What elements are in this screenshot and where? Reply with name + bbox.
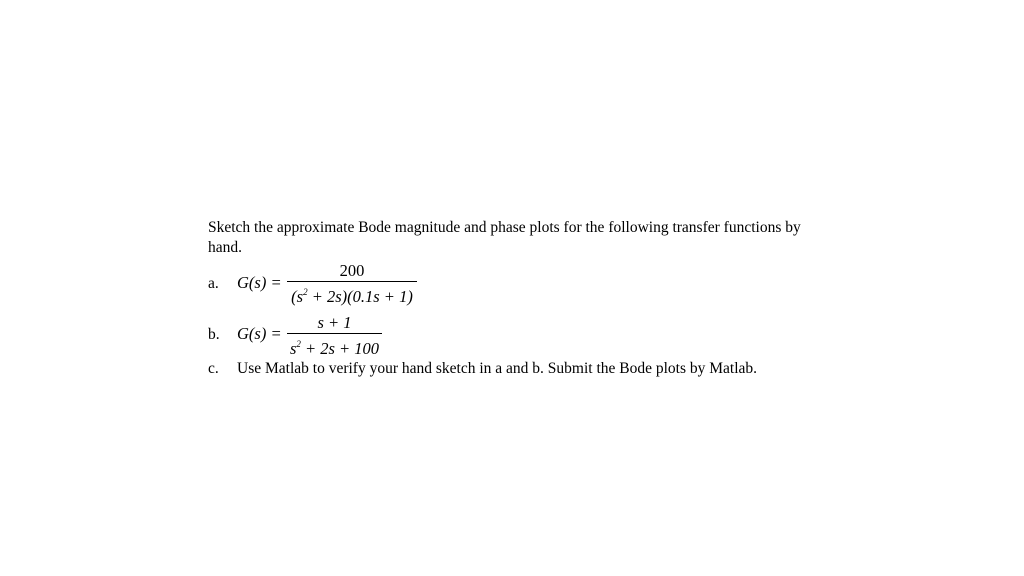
item-b-fraction — [287, 314, 382, 358]
fraction-bar — [287, 281, 417, 282]
item-a-label: a. — [208, 275, 219, 292]
item-a-numerator: 200 — [339, 261, 365, 280]
intro-line-1: Sketch the approximate Bode magnitude and phase plots for the following transfer functions by — [208, 219, 801, 236]
item-a-fraction — [287, 262, 417, 306]
fraction-bar — [287, 333, 382, 334]
item-b-numerator: s + 1 — [317, 313, 352, 332]
item-b-label: b. — [208, 326, 220, 343]
item-a-lhs: G(s) = — [237, 273, 282, 292]
item-a-denominator: $(s^2 + 2s)(0.1s + 1)$ — [291, 287, 413, 306]
item-b-denominator: $s^2 + 2s + 100$ — [289, 339, 380, 358]
intro-line-2: hand. — [208, 239, 243, 256]
item-c-label: c. — [208, 360, 219, 377]
item-c-text: Use Matlab to verify your hand sketch in a and b. Submit the Bode plots by Matlab. — [237, 360, 758, 377]
item-b-lhs: G(s) = — [237, 324, 282, 343]
